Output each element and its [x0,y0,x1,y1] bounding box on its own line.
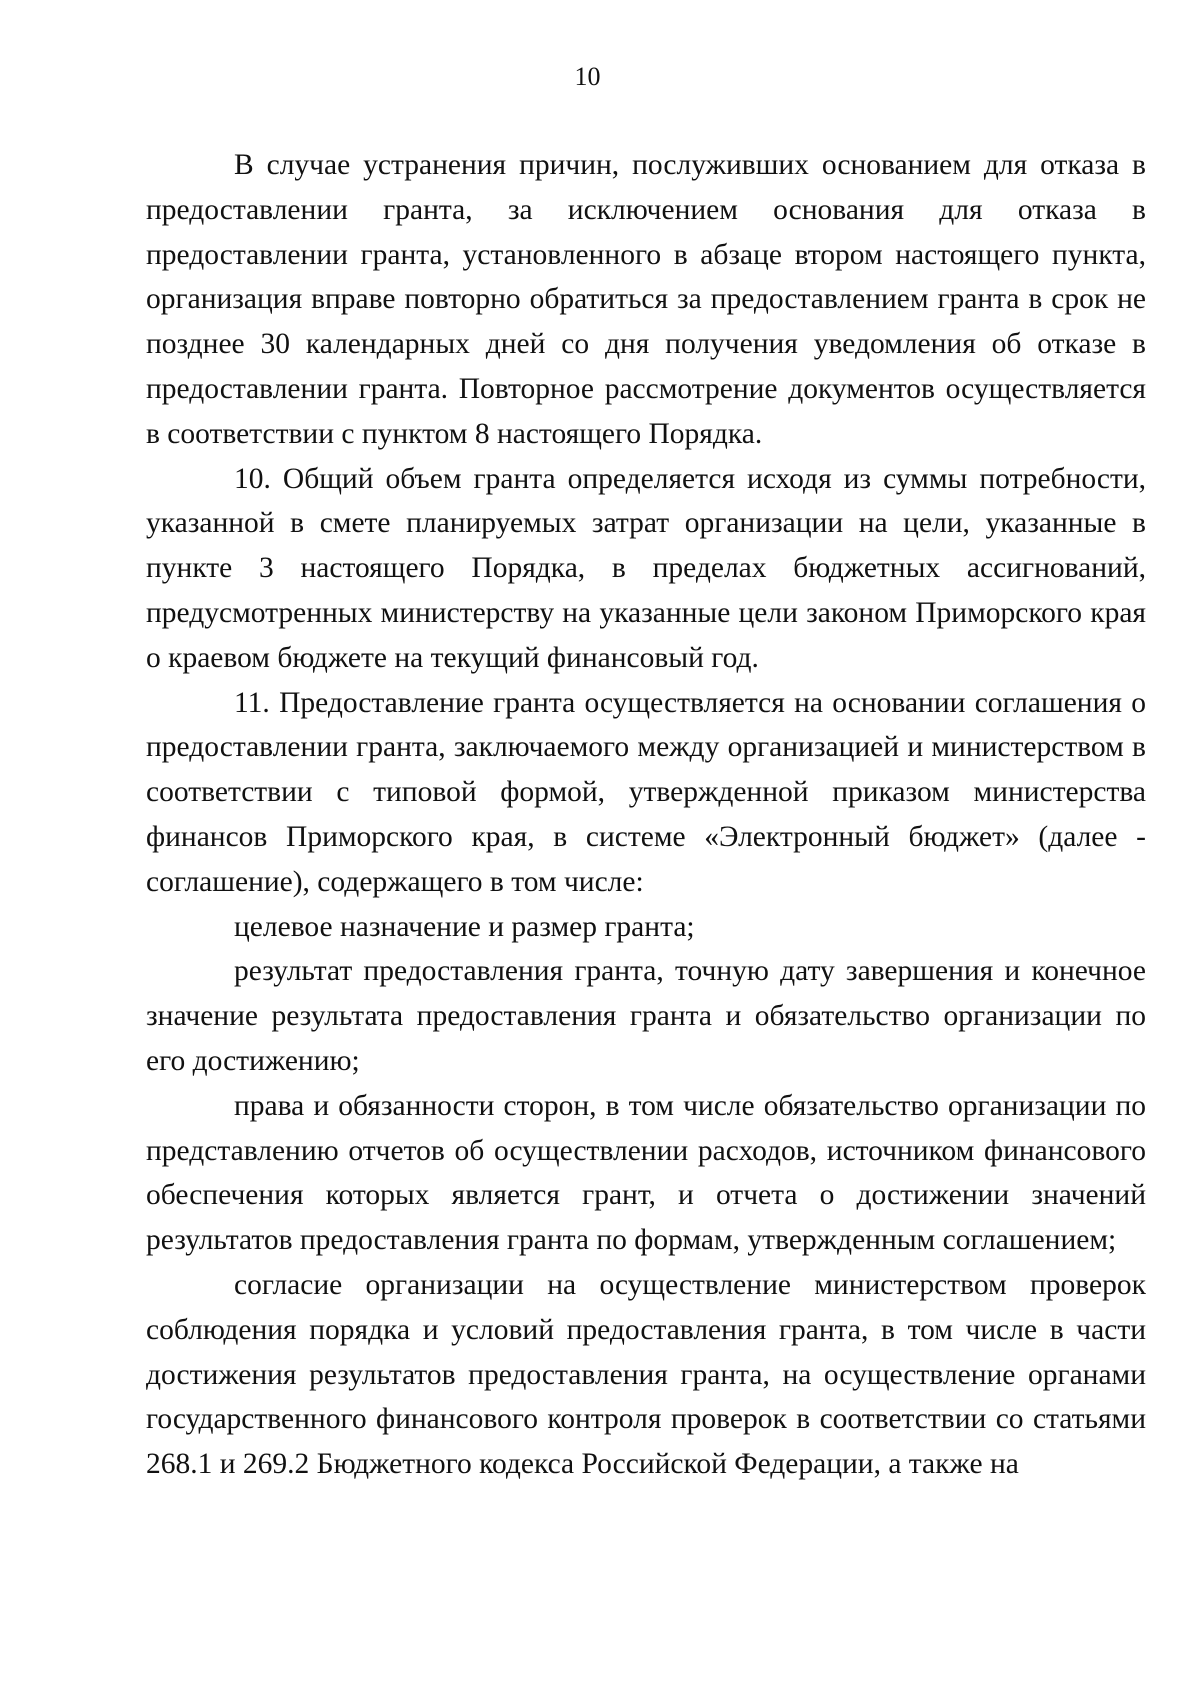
paragraph-10-grant-volume: 10. Общий объем гранта определяется исходя из суммы потребности, указанной в смете планируемых затрат организации на цели, указанные в пункте 3 настоящего Порядка, в пределах бюджетных ассигнований, предусмотренных министерству на указанные цели законом Приморского края о краевом бюджете на текущий финансовый год. [146,462,1146,674]
paragraph-11-grant-agreement: 11. Предоставление гранта осуществляется на основании соглашения о предоставлении гранта, заключаемого между организацией и министерством в соответствии с типовой формой, утвержденной приказом министерства финансов Приморского края, в системе «Электронный бюджет» (далее - соглашение), содержащего в том числе: [146,686,1146,898]
page-number: 10 [574,62,601,91]
paragraph-result: результат предоставления гранта, точную дату завершения и конечное значение результата предоставления гранта и обязательство организации по его достижению; [146,955,1146,1077]
paragraph-refusal-elimination: В случае устранения причин, послуживших основанием для отказа в предоставлении гранта, за исключением основания для отказа в предоставлении гранта, установленного в абзаце втором настоящего пункта, организация вправе повторно обратиться за предоставлением гранта в срок не позднее 30 календарных дней со дня получения уведомления об отказе в предоставлении гранта. Повторное рассмотрение документов осуществляется в соответствии с пунктом 8 настоящего Порядка. [146,149,1146,450]
paragraph-rights-obligations: права и обязанности сторон, в том числе обязательство организации по представлению отчетов об осуществлении расходов, источником финансового обеспечения которых является грант, и отчета о достижении значений результатов предоставления гранта по формам, утвержденным соглашением; [146,1089,1146,1257]
paragraph-consent-inspections: согласие организации на осуществление министерством проверок соблюдения порядка и условий предоставления гранта, в том числе в части достижения результатов предоставления гранта, на осуществление органами государственного финансового контроля проверок в соответствии со статьями 268.1 и 269.2 Бюджетного кодекса Российской Федерации, а также на [146,1268,1146,1481]
paragraph-target-purpose: целевое назначение и размер гранта; [234,910,695,943]
document-body [146,143,1146,1487]
